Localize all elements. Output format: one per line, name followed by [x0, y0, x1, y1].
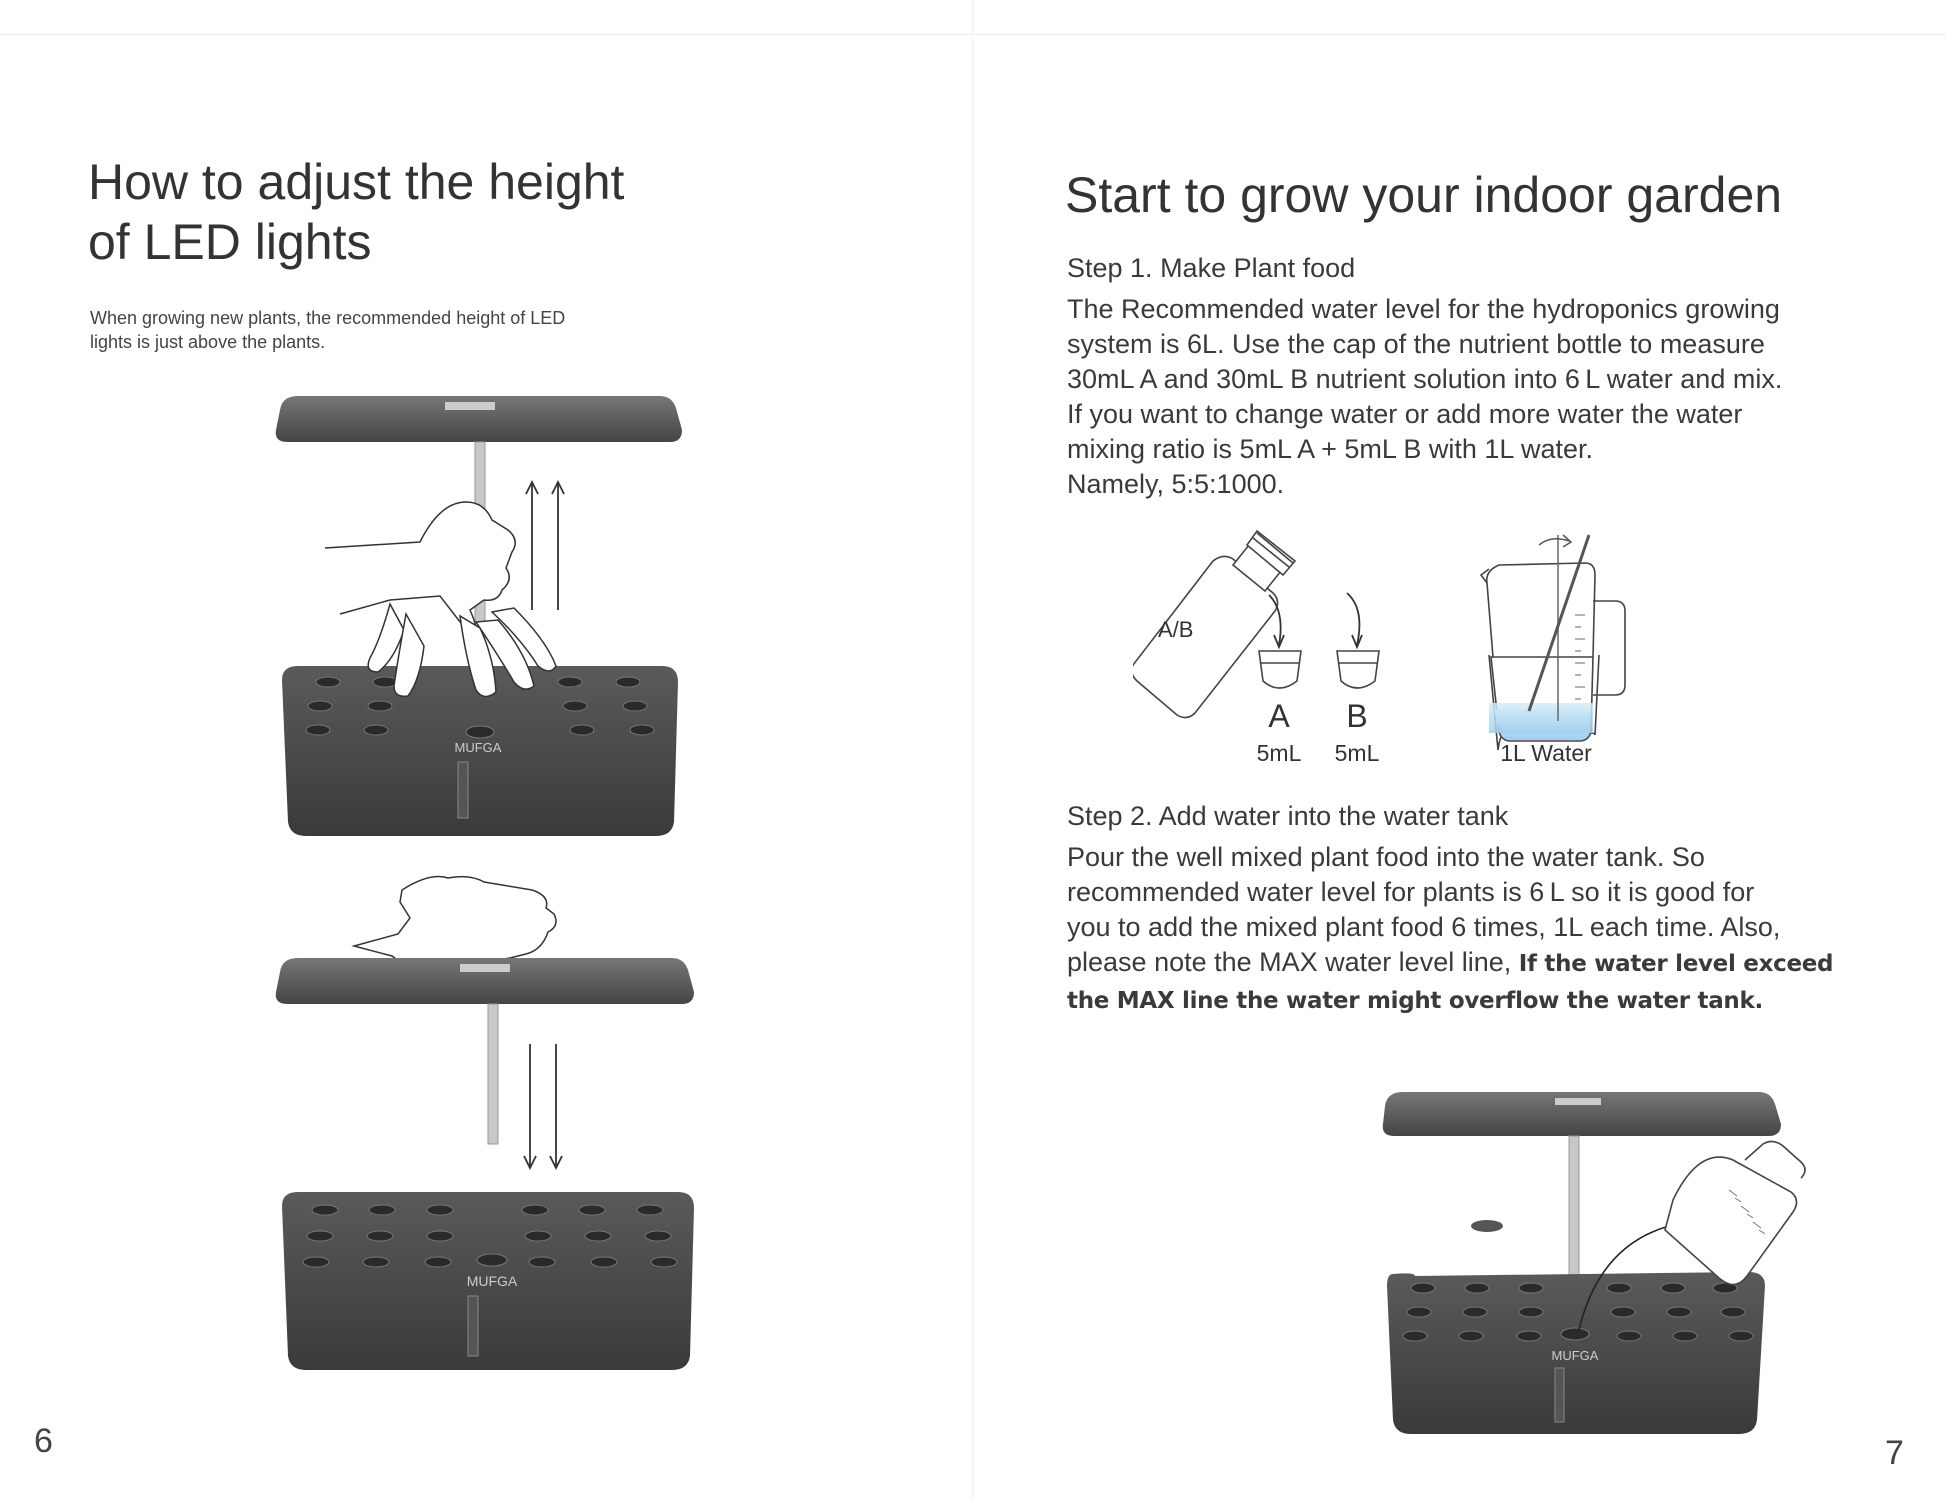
- lower-light-illustration: [270, 858, 710, 1378]
- step2-line-3: you to add the mixed plant food 6 times, 1L each time. Also,: [1067, 912, 1781, 942]
- step1-body: [1067, 292, 1887, 502]
- hood-logo-plate: [1555, 1098, 1601, 1105]
- right-page-title: Start to grow your indoor garden: [1065, 167, 1783, 223]
- pressing-hand-icon: [354, 877, 556, 969]
- hood-logo-plate: [460, 964, 510, 972]
- pour-into-tank-illustration: [1373, 1080, 1833, 1450]
- pouring-jug-icon: [1665, 1141, 1805, 1284]
- mixing-figure: [1133, 505, 1733, 775]
- hood-logo-plate: [445, 402, 495, 410]
- step1-line-5: mixing ratio is 5mL A + 5mL B with 1L water.: [1067, 434, 1593, 464]
- cup-a-icon: [1259, 651, 1301, 688]
- step2-line-2: recommended water level for plants is 6 L so it is good for: [1067, 877, 1755, 907]
- water-level-gauge: [458, 762, 468, 818]
- left-intro-text: [90, 306, 650, 354]
- measuring-jug-icon: [1481, 535, 1733, 750]
- arrows-up-icon: [526, 482, 564, 610]
- arrows-down-icon: [524, 1044, 562, 1168]
- step2-line-1: Pour the well mixed plant food into the water tank. So: [1067, 842, 1705, 872]
- step1-title: Step 1. Make Plant food: [1067, 253, 1356, 283]
- base-brand-text: MUFGA: [454, 740, 502, 755]
- water-level-gauge: [1555, 1368, 1564, 1422]
- step1-line-4: If you want to change water or add more water the water: [1067, 399, 1743, 429]
- cup-b-amount: 5mL: [1334, 740, 1380, 766]
- left-title-line-2: of LED lights: [88, 214, 372, 270]
- pod-lid: [1471, 1220, 1503, 1232]
- step2-warning-part-2: the MAX line the water might overflow the water tank.: [1067, 988, 1763, 1014]
- step2-line-4: please note the MAX water level line,: [1067, 947, 1519, 977]
- step1-line-3: 30mL A and 30mL B nutrient solution into 6 L water and mix.: [1067, 364, 1783, 394]
- right-page-number: 7: [1885, 1434, 1904, 1472]
- cup-b-letter: B: [1346, 698, 1368, 734]
- right-page: [973, 0, 1946, 1498]
- left-page-number: 6: [34, 1422, 53, 1460]
- bottle-label: A/B: [1158, 617, 1194, 642]
- jug-label: 1L Water: [1500, 740, 1592, 766]
- step1-line-6: Namely, 5:5:1000.: [1067, 469, 1285, 499]
- step2-body: [1067, 840, 1887, 1019]
- light-pole: [488, 1004, 498, 1144]
- base-brand-text: MUFGA: [466, 1273, 518, 1289]
- step2-warning-part-1: If the water level exceed: [1518, 951, 1834, 977]
- cup-b-icon: [1337, 651, 1379, 688]
- intro-line-1: When growing new plants, the recommended height of LED: [90, 308, 566, 328]
- step1-line-1: The Recommended water level for the hydroponics growing: [1067, 294, 1780, 324]
- pour-arrows-icon: [1269, 593, 1362, 647]
- raise-light-illustration: [270, 390, 700, 840]
- cup-a-letter: A: [1268, 698, 1290, 734]
- water-level-gauge: [468, 1296, 478, 1356]
- left-title-line-1: How to adjust the height: [88, 154, 625, 210]
- intro-line-2: lights is just above the plants.: [90, 332, 326, 352]
- step2-title: Step 2. Add water into the water tank: [1067, 801, 1509, 831]
- step1-line-2: system is 6L. Use the cap of the nutrient bottle to measure: [1067, 329, 1765, 359]
- left-page-title: [88, 152, 728, 272]
- cup-a-amount: 5mL: [1256, 740, 1302, 766]
- base-brand-text: MUFGA: [1551, 1348, 1599, 1363]
